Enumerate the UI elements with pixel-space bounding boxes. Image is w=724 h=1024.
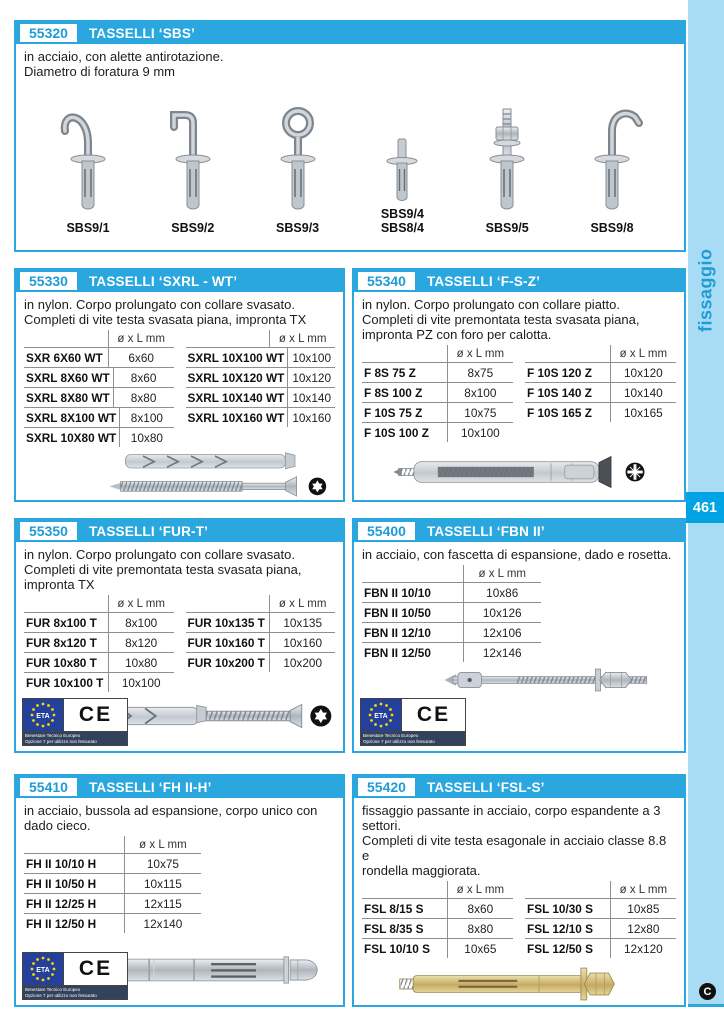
product-size: 10x120: [287, 368, 335, 387]
product-code: F 8S 100 Z: [364, 385, 423, 400]
description-line: Completi di vite premontata testa svasata piana,: [362, 312, 640, 327]
product-size: 10x140: [610, 383, 676, 402]
product-size: 12x120: [610, 939, 676, 958]
column-header: ø x L mm: [610, 345, 676, 362]
product-code: FUR 8x120 T: [26, 635, 97, 650]
anchor-and-screw-photo: [86, 448, 337, 502]
product-size: 12x106: [463, 623, 541, 642]
product-size: 8x100: [119, 408, 173, 427]
product-size: 10x135: [269, 613, 335, 632]
section-header: [354, 270, 684, 292]
table-row: [24, 873, 201, 893]
page-number-badge: 461: [686, 492, 724, 523]
section-header: [354, 520, 684, 542]
size-table: [362, 565, 541, 662]
ce-caption: [361, 731, 465, 745]
section-code: 55320: [20, 24, 77, 42]
product-code: FUR 10x200 T: [187, 655, 265, 670]
torx-drive-icon: [310, 705, 331, 726]
column-header: ø x L mm: [447, 881, 513, 898]
description-line: in nylon. Corpo prolungato con collare piatto.: [362, 297, 620, 312]
table-row: [362, 362, 513, 382]
ce-eta-certification-logo: [22, 952, 128, 1000]
column-header: ø x L mm: [108, 330, 174, 347]
section-header: [16, 520, 343, 542]
description-line: Completi di vite testa esagonale in acciaio classe 8.8 e: [362, 833, 667, 863]
product-code: FUR 10x100 T: [26, 675, 104, 690]
size-table-left: [362, 345, 513, 442]
svg-text:ETA: ETA: [374, 713, 388, 720]
product-code: FBN II 12/50: [364, 645, 431, 660]
product-code: FUR 10x160 T: [187, 635, 265, 650]
section-header: [16, 776, 343, 798]
ce-caption-line: Opzione 7 per utilizzo non fessurato: [25, 992, 97, 998]
description-line: dado cieco.: [24, 818, 91, 833]
section-description: [362, 547, 676, 562]
product-size: 12x115: [124, 894, 202, 913]
product-label: SBS9/8: [590, 221, 634, 235]
description-line: Diametro di foratura 9 mm: [24, 64, 175, 79]
product-label: SBS9/1: [66, 221, 110, 235]
product-size: 10x86: [463, 583, 541, 602]
table-header: [525, 881, 676, 898]
table-header: [186, 595, 336, 612]
description-line: fissaggio passante in acciaio, corpo espandente a 3: [362, 803, 661, 818]
angled-hook-anchor-photo: [575, 97, 649, 221]
product-code: FSL 10/30 S: [527, 901, 594, 916]
section-description: [362, 297, 676, 342]
column-header: ø x L mm: [463, 565, 541, 582]
table-row: [362, 382, 513, 402]
threaded-stud-anchor-photo: [470, 97, 544, 221]
table-row: [362, 938, 513, 958]
table-row: [24, 612, 174, 632]
sleeve-anchor-photo: [95, 945, 335, 995]
product-code: SXR 6X60 WT: [26, 350, 103, 365]
stud-anchor-photo: [365, 83, 439, 207]
square-hook-anchor-photo: [156, 97, 230, 221]
product-code: F 8S 75 Z: [364, 365, 416, 380]
table-header: [525, 345, 676, 362]
size-table-left: [24, 330, 174, 447]
description-line: in nylon. Corpo prolungato con collare svasato.: [24, 297, 295, 312]
svg-text:ETA: ETA: [36, 713, 50, 720]
description-line: impronta TX: [24, 577, 95, 592]
brand-c-logo-icon: C: [699, 983, 716, 1000]
table-row: [186, 347, 336, 367]
product-size: 10x115: [124, 874, 202, 893]
table-row: [24, 853, 201, 873]
table-header: [186, 330, 336, 347]
section-code: 55410: [20, 778, 77, 796]
product-code: SXRL 10X100 WT: [187, 350, 285, 365]
product-size: 8x75: [447, 363, 513, 382]
product-item: [459, 97, 555, 235]
product-code: SXRL 10X140 WT: [187, 390, 285, 405]
section-title: TASSELLI ‘FH II-H’: [88, 779, 212, 795]
product-size: 8x100: [447, 383, 513, 402]
product-size: 10x75: [124, 854, 202, 873]
description-line: in acciaio, bussola ad espansione, corpo unico con: [24, 803, 318, 818]
product-label: SBS9/4: [380, 207, 424, 221]
product-code: F 10S 165 Z: [527, 405, 592, 420]
table-row: [362, 402, 513, 422]
size-table-right: [525, 881, 676, 958]
product-size: 12x146: [463, 643, 541, 662]
eta-stars-icon: [23, 953, 63, 985]
product-code: SXRL 10X80 WT: [26, 430, 117, 445]
section-title: TASSELLI ‘FSL-S’: [426, 779, 545, 795]
table-row: [24, 913, 201, 933]
ce-caption-line: Benestare Tecnico Europeo: [25, 733, 81, 738]
table-row: [24, 427, 174, 447]
table-row: [525, 938, 676, 958]
product-item: [354, 83, 450, 235]
table-row: [186, 407, 336, 427]
table-header: [24, 836, 201, 853]
table-row: [186, 652, 336, 672]
ce-eta-certification-logo: [22, 698, 128, 746]
cup-hook-anchor-photo: [51, 97, 125, 221]
product-size: 12x140: [124, 914, 202, 933]
product-size: 8x100: [108, 613, 174, 632]
product-label: SBS9/2: [171, 221, 215, 235]
description-line: in acciaio, con alette antirotazione.: [24, 49, 224, 64]
product-size: 10x100: [447, 423, 513, 442]
product-code: FSL 12/50 S: [527, 941, 594, 956]
table-row: [362, 622, 541, 642]
table-row: [362, 602, 541, 622]
sidebar-baseline: [688, 1004, 724, 1007]
table-row: [186, 387, 336, 407]
section-description: [24, 803, 335, 833]
size-table-left: [362, 881, 513, 958]
product-size: 8x120: [108, 633, 174, 652]
size-table: [24, 836, 201, 933]
heavy-duty-anchor-photo: [388, 962, 678, 1006]
table-header: [362, 881, 513, 898]
product-code: FUR 8x100 T: [26, 615, 97, 630]
section-55410: [14, 774, 345, 1007]
ce-caption-line: Benestare Tecnico Europeo: [25, 987, 81, 992]
table-row: [525, 382, 676, 402]
wedge-anchor-photo: [416, 660, 676, 700]
table-row: [362, 422, 513, 442]
table-row: [525, 362, 676, 382]
column-header: ø x L mm: [447, 345, 513, 362]
product-size: 10x120: [610, 363, 676, 382]
table-row: [24, 652, 174, 672]
ce-mark: CE: [63, 699, 127, 731]
size-table-right: [525, 345, 676, 422]
table-header: [362, 565, 541, 582]
product-size: 10x100: [108, 673, 174, 692]
product-item: [40, 97, 136, 235]
section-code: 55420: [358, 778, 415, 796]
column-header: ø x L mm: [610, 881, 676, 898]
product-code: F 10S 100 Z: [364, 425, 429, 440]
product-size: 8x80: [113, 388, 174, 407]
product-code: F 10S 120 Z: [527, 365, 592, 380]
section-title: TASSELLI ‘SBS’: [88, 25, 195, 41]
product-code: F 10S 140 Z: [527, 385, 592, 400]
table-header: [362, 345, 513, 362]
section-title: TASSELLI ‘F-S-Z’: [426, 273, 541, 289]
section-code: 55330: [20, 272, 77, 290]
product-code: SXRL 8X80 WT: [26, 390, 110, 405]
product-size: 10x80: [119, 428, 173, 447]
size-table-left: [24, 595, 174, 692]
section-code: 55350: [20, 522, 77, 540]
column-header: ø x L mm: [124, 836, 202, 853]
section-55320: [14, 20, 686, 252]
product-code: FSL 8/35 S: [364, 921, 424, 936]
eta-stars-icon: [361, 699, 401, 731]
table-row: [24, 347, 174, 367]
table-row: [24, 387, 174, 407]
section-description: [24, 49, 676, 79]
eta-stars-icon: [23, 699, 63, 731]
description-line: rondella maggiorata.: [362, 863, 481, 878]
product-label: SBS9/3: [276, 221, 320, 235]
table-row: [362, 898, 513, 918]
table-row: [525, 918, 676, 938]
description-line: in nylon. Corpo prolungato con collare svasato.: [24, 547, 295, 562]
table-row: [186, 632, 336, 652]
product-gallery: [16, 81, 684, 235]
section-55340: [352, 268, 686, 502]
frame-anchor-photo: [368, 448, 678, 496]
torx-drive-icon: [309, 478, 327, 496]
product-code: FSL 10/10 S: [364, 941, 431, 956]
product-size: 12x80: [610, 919, 676, 938]
section-code: 55340: [358, 272, 415, 290]
description-line: in acciaio, con fascetta di espansione, dado e rosetta.: [362, 547, 672, 562]
section-title: TASSELLI ‘FUR-T’: [88, 523, 209, 539]
product-size: 10x65: [447, 939, 513, 958]
section-description: [24, 297, 335, 327]
product-size: 10x126: [463, 603, 541, 622]
product-code: FH II 12/50 H: [26, 916, 97, 931]
table-row: [24, 367, 174, 387]
column-header: ø x L mm: [269, 330, 335, 347]
column-header: ø x L mm: [108, 595, 174, 612]
section-header: [354, 776, 684, 798]
product-label: SBS8/4: [380, 221, 424, 235]
product-code: SXRL 8X100 WT: [26, 410, 117, 425]
pozidriv-drive-icon: [626, 463, 645, 482]
section-code: 55400: [358, 522, 415, 540]
table-row: [24, 407, 174, 427]
description-line: impronta PZ con foro per calotta.: [362, 327, 552, 342]
product-size: 10x140: [287, 388, 335, 407]
product-code: SXRL 10X120 WT: [187, 370, 285, 385]
product-size: 8x60: [447, 899, 513, 918]
product-size: 10x165: [610, 403, 676, 422]
section-description: [24, 547, 335, 592]
product-code: SXRL 8X60 WT: [26, 370, 110, 385]
table-row: [362, 582, 541, 602]
product-item: [250, 97, 346, 235]
product-size: 6x60: [108, 348, 174, 367]
product-item: [145, 97, 241, 235]
product-code: FBN II 12/10: [364, 625, 431, 640]
description-line: Completi di vite testa svasata piana, impronta TX: [24, 312, 307, 327]
description-line: settori.: [362, 818, 402, 833]
svg-text:ETA: ETA: [36, 967, 50, 974]
product-code: SXRL 10X160 WT: [187, 410, 285, 425]
ce-mark: CE: [63, 953, 127, 985]
product-code: FH II 12/25 H: [26, 896, 97, 911]
section-description: [362, 803, 676, 878]
product-size: 10x100: [287, 348, 335, 367]
product-code: FSL 8/15 S: [364, 901, 424, 916]
product-code: FH II 10/10 H: [26, 856, 97, 871]
table-row: [362, 918, 513, 938]
section-55400: [352, 518, 686, 753]
product-size: 10x160: [269, 633, 335, 652]
product-size: 10x80: [108, 653, 174, 672]
ce-caption-line: Opzione 7 per utilizzo non fessurato: [25, 738, 97, 744]
section-title: TASSELLI ‘FBN II’: [426, 523, 545, 539]
section-55350: [14, 518, 345, 753]
eye-hook-anchor-photo: [261, 97, 335, 221]
section-header: [16, 22, 684, 44]
size-table-right: [186, 330, 336, 427]
product-code: FUR 10x135 T: [187, 615, 265, 630]
section-55330: [14, 268, 345, 502]
section-header: [16, 270, 343, 292]
ce-caption-line: Benestare Tecnico Europeo: [363, 733, 419, 738]
table-row: [525, 898, 676, 918]
product-size: 10x85: [610, 899, 676, 918]
product-size: 8x60: [113, 368, 174, 387]
product-code: FBN II 10/10: [364, 585, 431, 600]
table-header: [24, 330, 174, 347]
table-row: [24, 893, 201, 913]
table-row: [186, 367, 336, 387]
table-row: [24, 632, 174, 652]
product-code: FH II 10/50 H: [26, 876, 97, 891]
product-size: 10x200: [269, 653, 335, 672]
table-row: [186, 612, 336, 632]
product-item: [564, 97, 660, 235]
table-row: [362, 642, 541, 662]
product-label: SBS9/5: [485, 221, 529, 235]
section-55420: [352, 774, 686, 1007]
table-row: [525, 402, 676, 422]
product-size: 8x80: [447, 919, 513, 938]
section-title: TASSELLI ‘SXRL - WT’: [88, 273, 238, 289]
ce-eta-certification-logo: [360, 698, 466, 746]
product-code: F 10S 75 Z: [364, 405, 423, 420]
table-row: [24, 672, 174, 692]
ce-mark: CE: [401, 699, 465, 731]
product-size: 10x75: [447, 403, 513, 422]
column-header: ø x L mm: [269, 595, 335, 612]
table-header: [24, 595, 174, 612]
product-code: FUR 10x80 T: [26, 655, 97, 670]
size-table-right: [186, 595, 336, 672]
product-code: FBN II 10/50: [364, 605, 431, 620]
ce-caption: [23, 731, 127, 745]
ce-caption-line: Opzione 7 per utilizzo non fessurato: [363, 738, 435, 744]
ce-caption: [23, 985, 127, 999]
product-size: 10x160: [287, 408, 335, 427]
description-line: Completi di vite premontata testa svasata piana,: [24, 562, 302, 577]
product-code: FSL 12/10 S: [527, 921, 594, 936]
category-tab-label: fissaggio: [695, 248, 716, 332]
